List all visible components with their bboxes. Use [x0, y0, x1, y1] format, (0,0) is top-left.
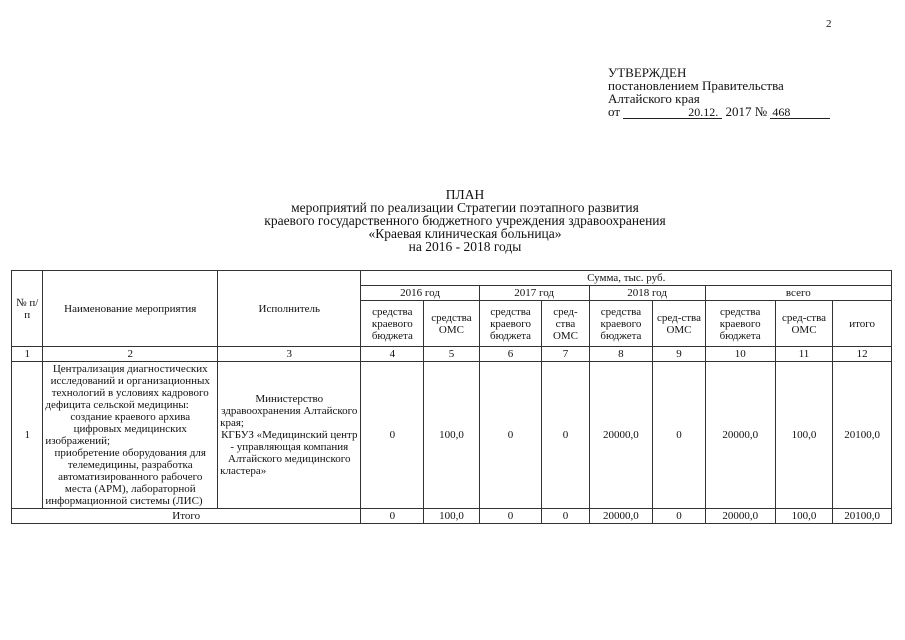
- total-row: [12, 509, 892, 524]
- colnum-7: 7: [542, 347, 589, 362]
- header-2017: 2017 год: [479, 286, 589, 301]
- row1-val-11: 100,0: [775, 362, 833, 509]
- approval-region: Алтайского края: [608, 91, 700, 106]
- colnum-1: 1: [12, 347, 43, 362]
- row1-executor-part-1: Министерство здравоохранения Алтайского края;: [220, 393, 358, 429]
- header-2016: 2016 год: [361, 286, 479, 301]
- approval-decree: постановлением Правительства: [608, 78, 784, 93]
- title-line-4: «Краевая клиническая больница»: [368, 226, 562, 241]
- title-plan: ПЛАН: [445, 187, 485, 202]
- colnum-3: 3: [218, 347, 361, 362]
- approval-date-field: 20.12.: [623, 106, 722, 119]
- total-val-10: 20000,0: [705, 509, 775, 524]
- row1-val-5: 100,0: [424, 362, 479, 509]
- header-no: № п/п: [12, 271, 43, 347]
- colnum-5: 5: [424, 347, 479, 362]
- table-row: [12, 362, 892, 509]
- header-col-11: сред-ства ОМС: [775, 301, 833, 347]
- colnum-10: 10: [705, 347, 775, 362]
- title-line-5: на 2016 - 2018 годы: [408, 239, 522, 254]
- approval-date-line: [608, 105, 830, 119]
- total-val-7: 0: [542, 509, 589, 524]
- approval-number-field: 468: [770, 106, 830, 119]
- colnum-11: 11: [775, 347, 833, 362]
- row1-no: 1: [12, 362, 43, 509]
- header-col-6: средства краевого бюджета: [479, 301, 542, 347]
- header-col-4: средства краевого бюджета: [361, 301, 424, 347]
- plan-table: [11, 270, 892, 524]
- header-col-7: сред-ства ОМС: [542, 301, 589, 347]
- total-val-9: 0: [653, 509, 705, 524]
- colnum-4: 4: [361, 347, 424, 362]
- total-label: Итого: [12, 509, 361, 524]
- document-title: [200, 188, 730, 253]
- row1-val-8: 20000,0: [589, 362, 653, 509]
- colnum-2: 2: [43, 347, 218, 362]
- total-val-6: 0: [479, 509, 542, 524]
- total-val-12: 20100,0: [833, 509, 892, 524]
- row1-name-part-1: Централизация диагностических исследований и организационных технологий в условиях кадрового дефицита сельской медицины:: [45, 363, 210, 411]
- row1-val-10: 20000,0: [705, 362, 775, 509]
- row1-val-12: 20100,0: [833, 362, 892, 509]
- header-col-8: средства краевого бюджета: [589, 301, 653, 347]
- header-total: всего: [705, 286, 891, 301]
- header-col-9: сред-ства ОМС: [653, 301, 705, 347]
- colnum-6: 6: [479, 347, 542, 362]
- header-col-12: итого: [833, 301, 892, 347]
- title-line-3: краевого государственного бюджетного учреждения здравоохранения: [264, 213, 666, 228]
- total-val-4: 0: [361, 509, 424, 524]
- colnum-12: 12: [833, 347, 892, 362]
- row1-name-part-3: приобретение оборудования для телемедицины, разработка автоматизированного рабочего места (АРМ), лабораторной информационной системы (ЛИС): [45, 447, 206, 507]
- approval-title: УТВЕРЖДЕН: [608, 65, 687, 80]
- approval-from-label: от: [608, 104, 621, 119]
- header-name: Наименование мероприятия: [43, 271, 218, 347]
- row1-name: [43, 362, 218, 509]
- colnum-8: 8: [589, 347, 653, 362]
- row1-val-4: 0: [361, 362, 424, 509]
- row1-executor-part-2: КГБУЗ «Медицинский центр - управляющая компания Алтайского медицинского кластера»: [220, 429, 358, 477]
- header-col-10: средства краевого бюджета: [705, 301, 775, 347]
- approval-block: [608, 66, 830, 119]
- approval-year-label: 2017 №: [725, 104, 768, 119]
- title-line-2: мероприятий по реализации Стратегии поэтапного развития: [291, 200, 639, 215]
- total-val-5: 100,0: [424, 509, 479, 524]
- row1-val-7: 0: [542, 362, 589, 509]
- page-number: 2: [826, 18, 832, 30]
- row1-executor: [218, 362, 361, 509]
- row1-val-6: 0: [479, 362, 542, 509]
- total-val-8: 20000,0: [589, 509, 653, 524]
- header-col-5: средства ОМС: [424, 301, 479, 347]
- row1-val-9: 0: [653, 362, 705, 509]
- total-val-11: 100,0: [775, 509, 833, 524]
- header-2018: 2018 год: [589, 286, 705, 301]
- row1-name-part-2: создание краевого архива цифровых медицинских изображений;: [45, 411, 191, 447]
- header-executor: Исполнитель: [218, 271, 361, 347]
- colnum-9: 9: [653, 347, 705, 362]
- header-sum: Сумма, тыс. руб.: [361, 271, 892, 286]
